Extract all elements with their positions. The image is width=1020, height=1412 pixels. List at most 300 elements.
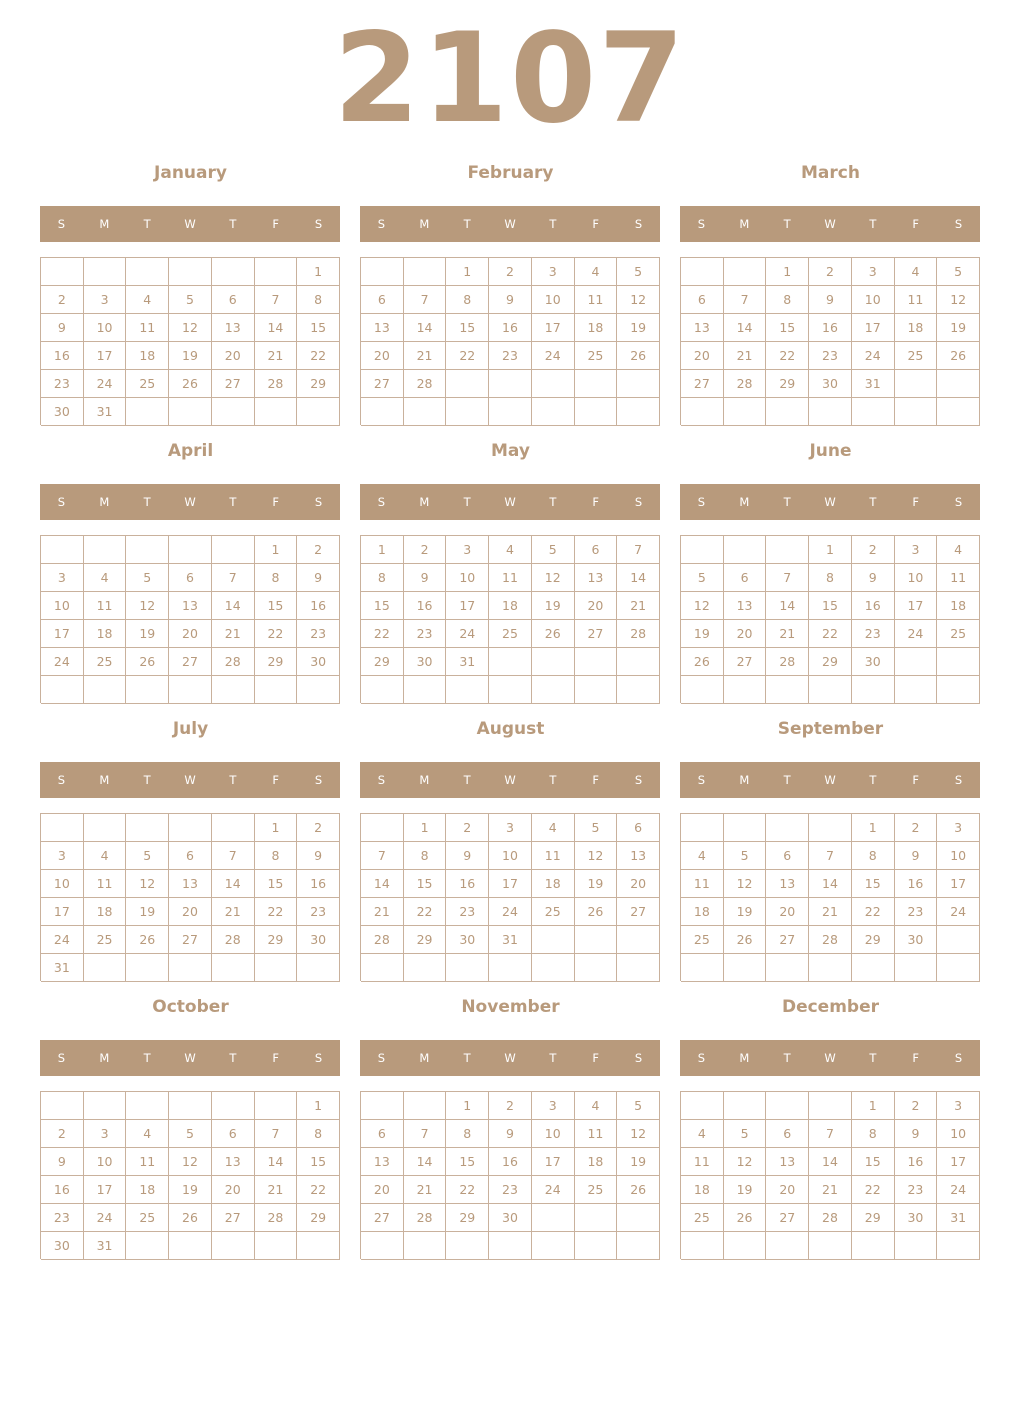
day-cell: 28 [404,1204,447,1232]
day-cell: 15 [255,870,298,898]
day-cell [852,1232,895,1260]
day-cell: 12 [617,286,660,314]
day-cell: 5 [724,1120,767,1148]
day-cell: 26 [937,342,980,370]
day-cell [489,1232,532,1260]
day-cell [489,398,532,426]
day-cell: 2 [489,1092,532,1120]
day-cell: 8 [852,1120,895,1148]
day-cell: 10 [895,564,938,592]
day-cell: 14 [212,592,255,620]
day-cell: 8 [446,286,489,314]
day-cell: 22 [852,898,895,926]
day-cell: 25 [681,1204,724,1232]
day-cell [446,1232,489,1260]
day-cell [126,536,169,564]
day-cell: 14 [361,870,404,898]
day-cell [212,814,255,842]
day-cell: 4 [681,1120,724,1148]
weekday-label: S [377,217,386,231]
day-cell: 12 [532,564,575,592]
day-cell [297,398,340,426]
day-cell [404,1092,447,1120]
month-name: September [777,719,884,739]
day-cell: 19 [724,898,767,926]
day-cell: 4 [532,814,575,842]
day-cell: 8 [255,842,298,870]
day-cell: 24 [937,898,980,926]
day-cell [532,370,575,398]
day-cell: 26 [617,1176,660,1204]
weekday-header [360,762,660,798]
day-cell: 28 [809,926,852,954]
day-cell: 18 [532,870,575,898]
day-cell: 19 [532,592,575,620]
day-cell: 25 [84,926,127,954]
day-cell [84,954,127,982]
day-cell: 23 [489,342,532,370]
weekday-header [40,762,340,798]
day-cell: 11 [532,842,575,870]
day-cell: 9 [895,842,938,870]
weekday-label: M [739,1051,750,1065]
day-cell: 2 [404,536,447,564]
day-cell [169,1092,212,1120]
day-cell: 20 [212,1176,255,1204]
day-cell: 21 [212,620,255,648]
day-cell [681,676,724,704]
day-cell [617,370,660,398]
day-cell [489,676,532,704]
day-cell [361,676,404,704]
weekday-label: W [824,773,836,787]
day-cell: 10 [41,592,84,620]
day-cell: 5 [575,814,618,842]
weekday-label: S [314,773,323,787]
day-cell: 8 [852,842,895,870]
weekday-label: S [57,217,66,231]
day-cell: 19 [937,314,980,342]
day-cell [809,954,852,982]
day-cell [41,676,84,704]
day-cell: 27 [681,370,724,398]
day-cell: 19 [169,342,212,370]
day-cell [212,258,255,286]
day-cell [169,676,212,704]
day-cell: 23 [297,898,340,926]
day-cell: 25 [84,648,127,676]
day-cell [126,258,169,286]
day-grid [680,1091,980,1259]
day-cell: 13 [169,870,212,898]
day-cell [575,398,618,426]
day-cell: 29 [852,1204,895,1232]
day-cell: 6 [169,842,212,870]
day-cell: 4 [84,842,127,870]
weekday-header [680,1040,980,1076]
weekday-label: W [184,217,196,231]
day-cell [617,676,660,704]
day-cell: 22 [255,620,298,648]
day-cell: 27 [169,648,212,676]
day-cell: 11 [937,564,980,592]
weekday-label: S [954,1051,963,1065]
day-grid [40,1091,340,1259]
day-cell: 6 [766,1120,809,1148]
day-cell: 18 [489,592,532,620]
weekday-label: W [504,217,516,231]
day-cell [532,926,575,954]
day-cell: 12 [126,870,169,898]
day-grid [680,257,980,425]
day-cell: 31 [489,926,532,954]
day-cell: 18 [575,1148,618,1176]
day-cell [852,676,895,704]
day-cell: 8 [766,286,809,314]
day-cell: 29 [766,370,809,398]
day-cell [41,1092,84,1120]
day-cell: 2 [852,536,895,564]
weekday-label: T [549,217,557,231]
day-cell: 3 [532,258,575,286]
day-cell: 21 [212,898,255,926]
day-cell: 28 [255,1204,298,1232]
day-grid [360,535,660,703]
weekday-label: F [912,217,920,231]
day-cell: 9 [809,286,852,314]
day-cell: 14 [255,314,298,342]
day-cell: 13 [766,870,809,898]
day-cell: 12 [724,870,767,898]
day-cell: 5 [617,258,660,286]
day-cell [724,258,767,286]
day-cell: 20 [169,898,212,926]
weekday-label: M [99,1051,110,1065]
day-cell: 18 [895,314,938,342]
day-cell: 12 [937,286,980,314]
day-cell: 30 [895,1204,938,1232]
day-cell: 7 [724,286,767,314]
day-cell: 18 [84,898,127,926]
day-cell [617,648,660,676]
weekday-label: T [783,773,791,787]
weekday-label: S [57,1051,66,1065]
day-cell [404,676,447,704]
day-cell [895,648,938,676]
day-cell: 6 [575,536,618,564]
weekday-header [680,484,980,520]
day-cell [297,676,340,704]
day-cell: 18 [681,898,724,926]
day-cell: 17 [937,870,980,898]
day-cell [126,954,169,982]
weekday-label: W [824,1051,836,1065]
day-cell: 11 [84,870,127,898]
day-cell [41,536,84,564]
day-cell [41,814,84,842]
day-cell [937,954,980,982]
day-cell: 11 [489,564,532,592]
day-cell [575,926,618,954]
day-grid [680,813,980,981]
day-cell: 26 [126,648,169,676]
day-cell [169,1232,212,1260]
day-cell: 25 [489,620,532,648]
day-cell: 9 [489,1120,532,1148]
day-cell: 24 [84,370,127,398]
weekday-label: T [143,1051,151,1065]
weekday-label: F [272,495,280,509]
year-title: 2107 [333,7,687,151]
weekday-label: S [634,1051,643,1065]
day-cell: 29 [361,648,404,676]
weekday-label: M [419,217,430,231]
day-cell: 22 [446,342,489,370]
day-cell [766,1232,809,1260]
day-cell: 1 [766,258,809,286]
weekday-label: M [99,217,110,231]
day-cell: 15 [297,314,340,342]
day-cell: 16 [809,314,852,342]
day-cell: 25 [126,370,169,398]
day-cell [937,676,980,704]
day-cell: 31 [937,1204,980,1232]
weekday-label: W [504,773,516,787]
day-cell: 11 [126,314,169,342]
weekday-label: S [634,495,643,509]
day-cell: 21 [404,1176,447,1204]
day-cell: 21 [766,620,809,648]
day-cell [404,1232,447,1260]
day-grid [360,257,660,425]
day-cell: 2 [895,814,938,842]
day-cell: 11 [681,1148,724,1176]
day-cell: 29 [255,926,298,954]
day-cell: 24 [937,1176,980,1204]
day-cell: 6 [361,1120,404,1148]
day-cell: 17 [532,1148,575,1176]
day-cell: 10 [852,286,895,314]
day-cell: 5 [937,258,980,286]
weekday-label: T [463,1051,471,1065]
day-cell: 6 [617,814,660,842]
day-cell: 1 [852,814,895,842]
day-cell: 20 [766,898,809,926]
weekday-header [680,206,980,242]
day-cell: 25 [681,926,724,954]
day-cell: 8 [446,1120,489,1148]
day-cell [937,370,980,398]
month-name: March [801,163,860,183]
weekday-label: T [783,1051,791,1065]
weekday-label: T [869,217,877,231]
day-cell [361,398,404,426]
day-cell: 7 [212,564,255,592]
day-cell: 17 [84,342,127,370]
day-cell: 29 [255,648,298,676]
day-cell: 20 [575,592,618,620]
day-cell: 21 [255,1176,298,1204]
weekday-label: S [697,1051,706,1065]
day-cell: 10 [489,842,532,870]
day-cell: 30 [895,926,938,954]
day-cell: 4 [575,258,618,286]
day-cell: 14 [617,564,660,592]
day-cell: 27 [361,370,404,398]
day-cell: 16 [297,592,340,620]
day-cell [212,536,255,564]
day-cell [255,954,298,982]
day-cell: 23 [446,898,489,926]
day-cell: 17 [446,592,489,620]
day-cell [446,370,489,398]
day-cell: 30 [809,370,852,398]
day-cell: 4 [126,1120,169,1148]
day-cell: 24 [41,648,84,676]
day-cell: 30 [446,926,489,954]
day-cell: 29 [852,926,895,954]
day-cell: 2 [297,536,340,564]
day-cell [895,398,938,426]
day-grid [360,813,660,981]
day-cell [489,648,532,676]
day-cell: 10 [84,314,127,342]
day-cell [532,398,575,426]
day-cell: 12 [724,1148,767,1176]
day-cell [809,398,852,426]
day-cell: 8 [297,286,340,314]
day-cell: 25 [126,1204,169,1232]
day-cell: 5 [126,842,169,870]
day-cell: 21 [361,898,404,926]
day-cell: 24 [84,1204,127,1232]
month-name: January [154,163,227,183]
weekday-label: W [184,1051,196,1065]
day-cell: 16 [852,592,895,620]
day-cell [895,370,938,398]
day-cell: 2 [489,258,532,286]
weekday-label: F [592,773,600,787]
day-cell: 13 [724,592,767,620]
day-cell: 28 [617,620,660,648]
weekday-label: T [229,495,237,509]
day-cell: 8 [809,564,852,592]
day-cell: 5 [169,286,212,314]
day-cell: 21 [404,342,447,370]
day-cell: 9 [404,564,447,592]
day-cell: 21 [724,342,767,370]
day-cell [212,676,255,704]
day-cell: 20 [361,342,404,370]
weekday-label: F [912,1051,920,1065]
day-cell: 9 [297,564,340,592]
day-cell: 6 [724,564,767,592]
weekday-header [360,206,660,242]
day-cell: 15 [297,1148,340,1176]
day-cell: 30 [41,1232,84,1260]
weekday-label: T [143,773,151,787]
day-cell: 16 [297,870,340,898]
day-cell: 31 [84,1232,127,1260]
day-cell [766,398,809,426]
day-cell: 13 [212,314,255,342]
day-cell: 26 [169,370,212,398]
day-cell: 23 [489,1176,532,1204]
weekday-header [40,484,340,520]
day-cell [489,370,532,398]
day-cell: 9 [852,564,895,592]
weekday-label: W [824,495,836,509]
day-cell: 27 [617,898,660,926]
day-cell [852,398,895,426]
day-cell: 4 [575,1092,618,1120]
weekday-label: S [377,1051,386,1065]
day-cell: 22 [404,898,447,926]
day-cell: 9 [41,314,84,342]
weekday-label: M [739,495,750,509]
day-cell: 26 [532,620,575,648]
day-cell: 10 [937,842,980,870]
day-cell [126,1232,169,1260]
day-cell: 31 [84,398,127,426]
day-cell: 3 [84,286,127,314]
day-cell [169,954,212,982]
day-cell [126,676,169,704]
day-cell: 14 [724,314,767,342]
day-grid [40,535,340,703]
day-cell [169,258,212,286]
day-cell: 5 [532,536,575,564]
day-cell [937,648,980,676]
day-cell [41,258,84,286]
day-cell [766,954,809,982]
day-cell [361,814,404,842]
day-cell: 29 [297,1204,340,1232]
day-cell [84,258,127,286]
day-cell: 19 [575,870,618,898]
day-cell: 15 [809,592,852,620]
day-cell [84,536,127,564]
day-cell: 1 [255,814,298,842]
day-cell: 25 [532,898,575,926]
day-cell: 7 [809,842,852,870]
day-cell: 13 [361,1148,404,1176]
day-cell: 29 [446,1204,489,1232]
weekday-label: T [463,495,471,509]
day-cell: 9 [297,842,340,870]
day-cell: 26 [617,342,660,370]
day-cell [255,676,298,704]
weekday-label: S [57,773,66,787]
day-grid [680,535,980,703]
day-cell: 4 [126,286,169,314]
day-cell: 12 [169,1148,212,1176]
day-cell: 28 [212,648,255,676]
weekday-label: T [143,217,151,231]
day-cell: 10 [41,870,84,898]
month-name: October [152,997,229,1017]
weekday-label: T [463,217,471,231]
day-cell [126,814,169,842]
day-cell: 9 [446,842,489,870]
day-cell [681,1092,724,1120]
weekday-label: S [697,495,706,509]
day-cell [404,954,447,982]
day-cell [575,676,618,704]
day-cell: 27 [724,648,767,676]
weekday-label: W [184,773,196,787]
day-cell: 22 [852,1176,895,1204]
